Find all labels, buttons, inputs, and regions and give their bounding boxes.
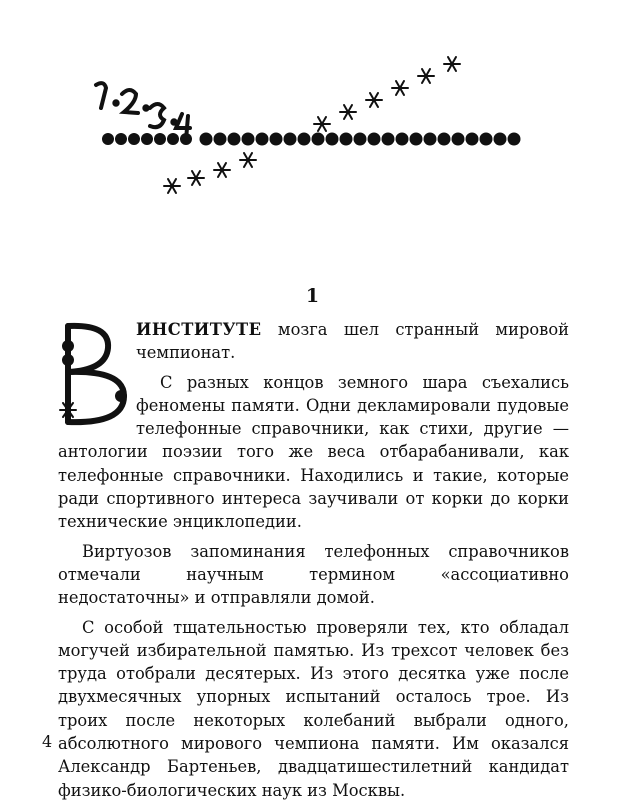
page-number: 4 [42,732,53,751]
handwritten-digits [96,83,190,140]
first-word: ИНСТИТУТЕ [136,320,262,339]
asterisk-line [164,57,460,193]
paragraph-1-text: мозга шел странный мировой чемпионат. [136,320,569,363]
paragraph-3: Виртуозов запоминания телефонных справочников отмечали научным термином «ассоциативно недостаточны» и отправляли домой. [58,541,569,608]
chapter-ornament [0,0,625,240]
dotted-line [102,133,521,146]
chapter-text [58,318,569,802]
paragraph-1 [58,318,569,365]
chapter-number: 1 [305,285,320,307]
drop-cap-letter-v [58,320,130,428]
paragraph-2: С разных концов земного шара съехались феномены памяти. Одни декламировали пудовые телефонные справочники, как стихи, другие — антологии поэзии того же веса отбарабанивали, как телефонные справочники. Находились и такие, которые ради спортивного интереса заучивали от корки до корки технические энциклопедии. [58,372,569,532]
paragraph-4: С особой тщательностью проверяли тех, кто обладал могучей избирательной памятью. Из трехсот человек без труда отобрали десятерых. Из этого десятка уже после двухмесячных упорных испытаний осталось трое. Из троих после некоторых колебаний выбрали одного, абсолютного мирового чемпиона памяти. Им оказался Александр Бартеньев, двадцатишестилетний кандидат физико-биологических наук из Москвы. [58,617,569,800]
